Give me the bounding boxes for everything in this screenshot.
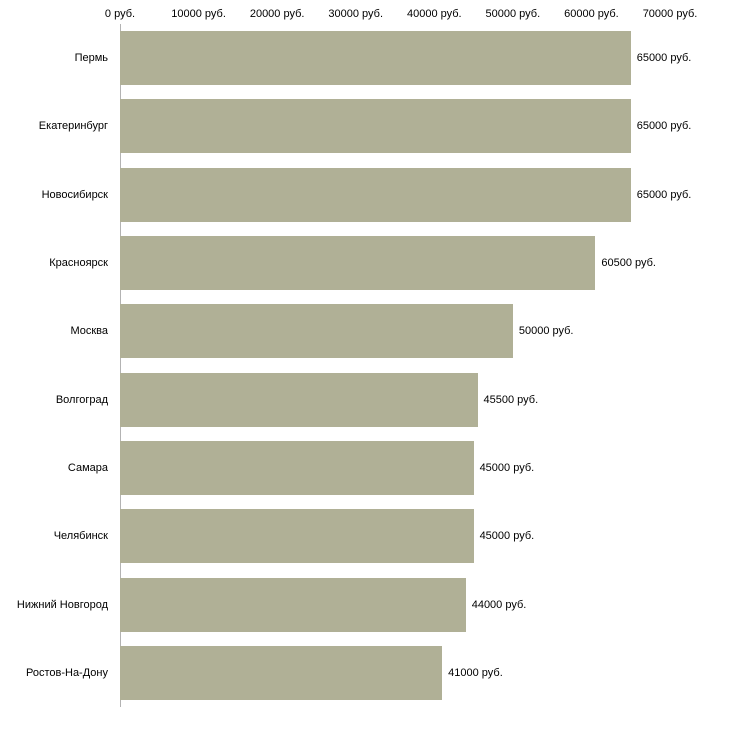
bar[interactable]	[120, 99, 692, 153]
x-tick-label: 0 руб.	[104, 8, 136, 20]
bar-value-label: 45000 руб.	[479, 461, 535, 474]
bar[interactable]	[120, 509, 535, 563]
y-category-label: Волгоград	[55, 393, 108, 406]
x-tick-label: 70000 руб.	[642, 8, 698, 20]
x-tick-label: 20000 руб.	[249, 8, 305, 20]
bar-value-label: 41000 руб.	[448, 666, 503, 679]
bar-row	[120, 570, 670, 638]
y-category-label: Красноярск	[49, 257, 108, 270]
y-category-label: Самара	[67, 461, 108, 474]
plot-area	[120, 24, 692, 707]
bar-value-label: 60500 руб.	[601, 257, 656, 270]
bar-row	[120, 229, 670, 297]
bar-row	[120, 92, 692, 160]
bar-row	[120, 639, 670, 707]
bar-row	[120, 161, 692, 229]
x-tick-label: 30000 руб.	[328, 8, 384, 20]
bar-value-label: 45000 руб.	[479, 530, 535, 543]
bar-row	[120, 434, 670, 502]
bar-value-label: 44000 руб.	[471, 598, 527, 611]
y-axis-category-labels	[0, 24, 114, 707]
y-category-label: Новосибирск	[41, 188, 108, 201]
bar[interactable]	[120, 236, 656, 290]
bar-row	[120, 297, 670, 365]
bar[interactable]	[120, 441, 535, 495]
y-category-label: Челябинск	[53, 530, 108, 543]
x-tick-label: 50000 руб.	[485, 8, 541, 20]
bar-value-label: 65000 руб.	[636, 52, 692, 65]
bar[interactable]	[120, 373, 539, 427]
bar-value-label: 50000 руб.	[518, 325, 574, 338]
bar[interactable]	[120, 646, 503, 700]
y-category-label: Екатеринбург	[38, 120, 108, 133]
y-category-label: Пермь	[74, 52, 108, 65]
bar[interactable]	[120, 168, 692, 222]
bar-row	[120, 366, 670, 434]
x-tick-label: 40000 руб.	[406, 8, 462, 20]
y-category-label: Москва	[70, 325, 108, 338]
x-tick-label: 60000 руб.	[564, 8, 619, 20]
bar[interactable]	[120, 304, 574, 358]
bar-row	[120, 24, 692, 92]
bar[interactable]	[120, 31, 692, 85]
bar-row	[120, 502, 670, 570]
bar-value-label: 65000 руб.	[636, 188, 692, 201]
bar-value-label: 45500 руб.	[483, 393, 539, 406]
x-tick-label: 10000 руб.	[171, 8, 226, 20]
y-category-label: Нижний Новгород	[16, 598, 108, 611]
y-category-label: Ростов-На-Дону	[25, 666, 108, 679]
bar-value-label: 65000 руб.	[636, 120, 692, 133]
x-axis-tick-labels	[0, 0, 730, 24]
bar[interactable]	[120, 578, 527, 632]
